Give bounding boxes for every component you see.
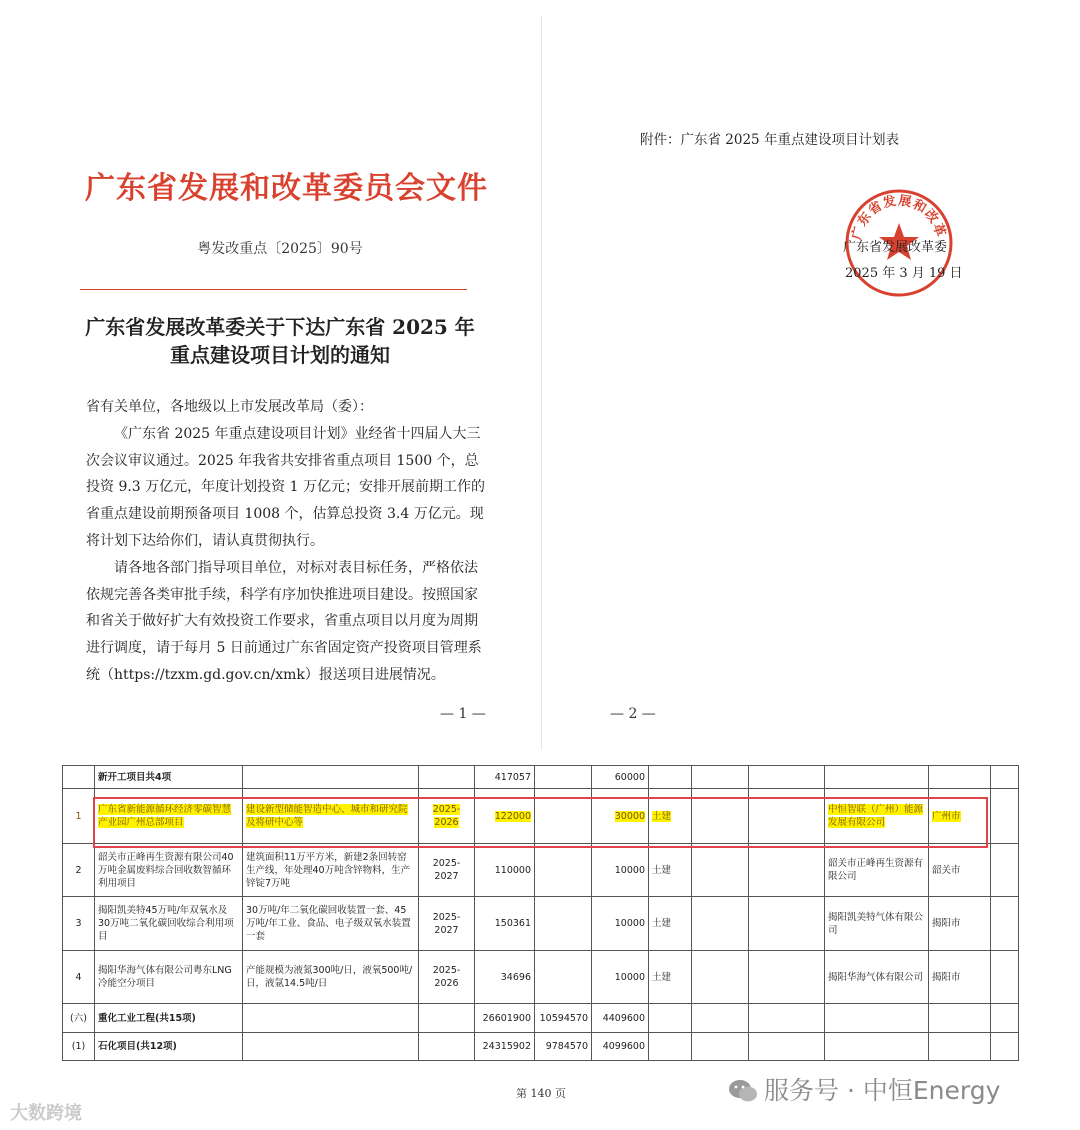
cell-city: 揭阳市 bbox=[929, 897, 991, 951]
header-red-rule bbox=[80, 289, 467, 290]
cell-city: 韶关市 bbox=[929, 844, 991, 897]
cell-x1 bbox=[692, 844, 749, 897]
seal-line: 广东省发展改革委 bbox=[843, 240, 948, 255]
cell-period-text: 2025-2026 bbox=[432, 804, 461, 828]
cell-period bbox=[419, 766, 475, 789]
table-row bbox=[63, 844, 1019, 897]
cell-plan: 10000 bbox=[592, 951, 649, 1004]
cell-total-text: 122000 bbox=[494, 810, 531, 822]
cell-content bbox=[243, 766, 419, 789]
cell-done bbox=[535, 897, 592, 951]
cell-x1 bbox=[692, 1004, 749, 1033]
cell-no: 1 bbox=[63, 789, 95, 844]
cell-plan: 60000 bbox=[592, 766, 649, 789]
cell-total: 34696 bbox=[475, 951, 535, 1004]
cell-x2 bbox=[749, 951, 825, 1004]
watermark-left-text: 大数跨境 bbox=[10, 1103, 82, 1124]
cell-city-text: 广州市 bbox=[932, 810, 961, 822]
cell-done: 9784570 bbox=[535, 1033, 592, 1061]
cell-period: 2025-2026 bbox=[419, 951, 475, 1004]
watermark-right-text: 服务号 · 中恒Energy bbox=[764, 1076, 1001, 1105]
cell-unit bbox=[825, 1033, 929, 1061]
cell-city: 揭阳市 bbox=[929, 951, 991, 1004]
cell-progress: 土建 bbox=[649, 897, 692, 951]
cell-name-text: 广东省新能源循环经济零碳智慧产业园广州总部项目 bbox=[98, 804, 232, 828]
notice-title-line2: 重点建设项目计划的通知 bbox=[170, 343, 390, 367]
cell-x1 bbox=[692, 766, 749, 789]
cell-total: 110000 bbox=[475, 844, 535, 897]
table-row bbox=[63, 1004, 1019, 1033]
cell-extra bbox=[991, 789, 1019, 844]
cell-extra bbox=[991, 951, 1019, 1004]
cell-plan: 4409600 bbox=[592, 1004, 649, 1033]
cell-plan: 10000 bbox=[592, 897, 649, 951]
cell-progress: 土建 bbox=[649, 951, 692, 1004]
cell-total: 417057 bbox=[475, 766, 535, 789]
cell-extra bbox=[991, 897, 1019, 951]
cell-progress bbox=[649, 1004, 692, 1033]
paragraph-1: 《广东省 2025 年重点建设项目计划》业经省十四届人大三次会议审议通过。2025 年我省共安排省重点项目 1500 个，总投资 9.3 万亿元，年度计划投资 1 万亿元；安排开展前期工作的省重点建设前期预备项目 1008 个，估算总投资 3.4 万亿元。现将计划下达给你们，请认真贯彻执行。 bbox=[86, 425, 485, 549]
cell-content: 30万吨/年二氧化碳回收装置一套、45万吨/年工业、食品、电子级双氧水装置一套 bbox=[243, 897, 419, 951]
cell-content-text: 建设新型储能智造中心、城市和研究院及将研中心等 bbox=[246, 804, 408, 828]
notice-body bbox=[86, 394, 486, 689]
cell-unit bbox=[825, 766, 929, 789]
cell-no: 4 bbox=[63, 951, 95, 1004]
cell-plan-text: 30000 bbox=[614, 810, 645, 822]
annex-label: 附件：广东省 2025 年重点建设项目计划表 bbox=[640, 132, 899, 148]
cell-x1 bbox=[692, 1033, 749, 1061]
cell-period bbox=[419, 1004, 475, 1033]
cell-done bbox=[535, 766, 592, 789]
cell-extra bbox=[991, 844, 1019, 897]
cell-name: 重化工业工程(共15项) bbox=[95, 1004, 243, 1033]
cell-unit: 揭阳凯美特气体有限公司 bbox=[825, 897, 929, 951]
table-row bbox=[63, 766, 1019, 789]
cell-unit: 韶关市正峰再生资源有限公司 bbox=[825, 844, 929, 897]
cell-content bbox=[243, 1004, 419, 1033]
cell-content: 产能规模为液氮300吨/日，液氧500吨/日，液氩14.5吨/日 bbox=[243, 951, 419, 1004]
cell-total: 150361 bbox=[475, 897, 535, 951]
cell-period bbox=[419, 1033, 475, 1061]
cell-done bbox=[535, 951, 592, 1004]
cell-no bbox=[63, 766, 95, 789]
cell-name: 新开工项目共4项 bbox=[95, 766, 243, 789]
cell-total: 24315902 bbox=[475, 1033, 535, 1061]
cell-content bbox=[243, 1033, 419, 1061]
table-page-footer: 第 140 页 bbox=[516, 1087, 566, 1100]
cell-no: 2 bbox=[63, 844, 95, 897]
issue-date: 2025 年 3 月 19 日 bbox=[845, 266, 963, 281]
cell-x1 bbox=[692, 897, 749, 951]
cell-name: 揭阳华海气体有限公司粤东LNG冷能空分项目 bbox=[95, 951, 243, 1004]
cell-x2 bbox=[749, 1004, 825, 1033]
cell-progress bbox=[649, 1033, 692, 1061]
cell-extra bbox=[991, 1033, 1019, 1061]
cell-city bbox=[929, 1033, 991, 1061]
cell-x2 bbox=[749, 844, 825, 897]
cell-extra bbox=[991, 766, 1019, 789]
table-row bbox=[63, 1033, 1019, 1061]
cell-unit-text: 中恒智联（广州）能源发展有限公司 bbox=[828, 804, 924, 828]
cell-progress bbox=[649, 766, 692, 789]
cell-extra bbox=[991, 1004, 1019, 1033]
cell-unit bbox=[825, 1004, 929, 1033]
cell-period: 2025-2027 bbox=[419, 844, 475, 897]
watermark-right bbox=[728, 1071, 1000, 1107]
cell-name: 韶关市正峰再生资源有限公司40万吨金属废料综合回收数智循环利用项目 bbox=[95, 844, 243, 897]
cell-no: 3 bbox=[63, 897, 95, 951]
page-divider bbox=[541, 15, 542, 750]
cell-plan: 10000 bbox=[592, 844, 649, 897]
cell-x2 bbox=[749, 897, 825, 951]
wechat-icon bbox=[728, 1078, 758, 1104]
page-number-2: — 2 — bbox=[610, 706, 656, 722]
page-number-1: — 1 — bbox=[440, 706, 486, 722]
cell-no: (六) bbox=[63, 1004, 95, 1033]
cell-x2 bbox=[749, 1033, 825, 1061]
document-header: 广东省发展和改革委员会文件 bbox=[85, 171, 488, 206]
seal-ring-text: 广东省发展和改革 bbox=[849, 193, 948, 242]
cell-city bbox=[929, 766, 991, 789]
cell-total: 26601900 bbox=[475, 1004, 535, 1033]
cell-content: 建筑面积11万平方米，新建2条回转窑生产线，年处理40万吨含锌物料，生产锌锭7万吨 bbox=[243, 844, 419, 897]
notice-title bbox=[80, 313, 480, 369]
table-row bbox=[63, 897, 1019, 951]
document-number: 粤发改重点〔2025〕90号 bbox=[197, 241, 363, 257]
cell-progress: 土建 bbox=[649, 844, 692, 897]
highlight-box bbox=[93, 797, 988, 848]
cell-name: 石化项目(共12项) bbox=[95, 1033, 243, 1061]
cell-done: 10594570 bbox=[535, 1004, 592, 1033]
cell-x2 bbox=[749, 766, 825, 789]
cell-x1 bbox=[692, 951, 749, 1004]
cell-period: 2025-2027 bbox=[419, 897, 475, 951]
salutation: 省有关单位，各地级以上市发展改革局（委）： bbox=[86, 399, 373, 415]
notice-title-line1: 广东省发展改革委关于下达广东省 2025 年 bbox=[85, 315, 475, 339]
cell-unit: 揭阳华海气体有限公司 bbox=[825, 951, 929, 1004]
cell-done bbox=[535, 844, 592, 897]
cell-plan: 4099600 bbox=[592, 1033, 649, 1061]
paragraph-2: 请各地各部门指导项目单位，对标对表目标任务，严格依法依规完善各类审批手续，科学有序加快推进项目建设。按照国家和省关于做好扩大有效投资工作要求，省重点项目以月度为周期进行调度，请于每月 5 日前通过广东省固定资产投资项目管理系统（https://tzxm.gd.gov.cn/xmk）报送项目进展情况。 bbox=[86, 559, 482, 683]
cell-city bbox=[929, 1004, 991, 1033]
table-row bbox=[63, 951, 1019, 1004]
watermark-left bbox=[10, 1099, 82, 1125]
cell-no: (1) bbox=[63, 1033, 95, 1061]
cell-progress-text: 土建 bbox=[652, 810, 672, 822]
cell-name: 揭阳凯美特45万吨/年双氧水及30万吨二氧化碳回收综合利用项目 bbox=[95, 897, 243, 951]
